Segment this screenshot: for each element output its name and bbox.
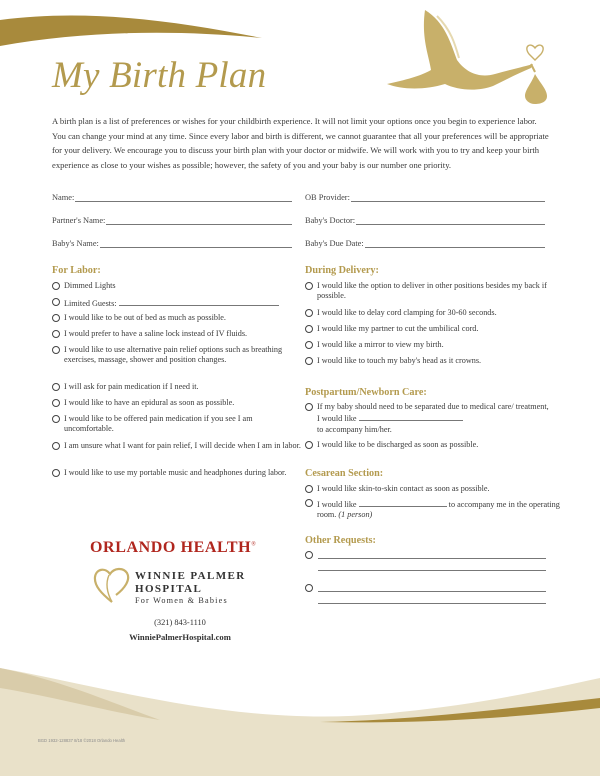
radio-circle-icon bbox=[305, 309, 313, 317]
postpartum-heading: Postpartum/Newborn Care: bbox=[305, 387, 427, 398]
orlando-health-logo: ORLANDO HEALTH® bbox=[90, 539, 257, 556]
postpartum-option-accompany-baby[interactable]: If my baby should need to be separated due to medical care/ treatment, I would like to accompany him/her. bbox=[305, 402, 552, 435]
radio-circle-icon bbox=[52, 346, 60, 354]
other-request-1[interactable] bbox=[305, 550, 557, 570]
heart-ribbon-logo-icon bbox=[92, 564, 132, 606]
labor-option-epidural[interactable]: I would like to have an epidural as soon as possible. bbox=[52, 398, 304, 408]
phone-number: (321) 843-1110 bbox=[154, 618, 206, 627]
radio-circle-icon bbox=[305, 551, 313, 559]
radio-circle-icon bbox=[52, 442, 60, 450]
name-label: Name: bbox=[52, 193, 75, 202]
website-link[interactable]: WinniePalmerHospital.com bbox=[129, 632, 231, 642]
other-request-2-line-2[interactable] bbox=[318, 603, 546, 604]
other-request-1-line-1[interactable] bbox=[318, 558, 546, 559]
baby-name-field[interactable] bbox=[52, 239, 292, 248]
winnie-palmer-logo-text: WINNIE PALMER HOSPITAL bbox=[135, 570, 246, 595]
winnie-palmer-tagline: For Women & Babies bbox=[135, 596, 228, 605]
labor-option-out-of-bed[interactable]: I would like to be out of bed as much as possible. bbox=[52, 313, 304, 323]
radio-circle-icon bbox=[305, 485, 313, 493]
ob-provider-field[interactable] bbox=[305, 193, 545, 202]
radio-circle-icon bbox=[305, 441, 313, 449]
baby-due-date-field[interactable] bbox=[305, 239, 545, 248]
radio-circle-icon bbox=[52, 383, 60, 391]
radio-circle-icon bbox=[305, 325, 313, 333]
radio-circle-icon bbox=[52, 330, 60, 338]
baby-doctor-label: Baby's Doctor: bbox=[305, 216, 356, 225]
footer-code: BGD 1932-128837 8/18 ©2018 Orlando Health bbox=[38, 738, 126, 743]
delivery-option-touch-head[interactable]: I would like to touch my baby's head as it crowns. bbox=[305, 356, 562, 366]
labor-option-limited-guests[interactable]: Limited Guests: bbox=[52, 297, 304, 309]
baby-doctor-field[interactable] bbox=[305, 216, 545, 225]
partner-name-label: Partner's Name: bbox=[52, 216, 106, 225]
radio-circle-icon bbox=[52, 314, 60, 322]
labor-option-portable-music[interactable]: I would like to use my portable music and headphones during labor. bbox=[52, 468, 299, 478]
labor-option-unsure[interactable]: I am unsure what I want for pain relief, I will decide when I am in labor. bbox=[52, 441, 309, 451]
radio-circle-icon bbox=[52, 282, 60, 290]
radio-circle-icon bbox=[305, 584, 313, 592]
name-field[interactable] bbox=[52, 193, 292, 202]
partner-name-field[interactable] bbox=[52, 216, 292, 225]
radio-circle-icon bbox=[52, 298, 60, 306]
radio-circle-icon bbox=[305, 357, 313, 365]
cesarean-option-accompany[interactable]: I would like to accompany me in the operating room. (1 person) bbox=[305, 498, 562, 521]
postpartum-option-discharge[interactable]: I would like to be discharged as soon as possible. bbox=[305, 440, 562, 450]
labor-option-offered-medication[interactable]: I would like to be offered pain medication if you see I am uncomfortable. bbox=[52, 414, 284, 435]
other-requests-heading: Other Requests: bbox=[305, 535, 376, 546]
stork-illustration-icon bbox=[385, 4, 555, 104]
cesarean-heading: Cesarean Section: bbox=[305, 468, 384, 479]
ob-provider-label: OB Provider: bbox=[305, 193, 350, 202]
other-request-1-line-2[interactable] bbox=[318, 570, 546, 571]
radio-circle-icon bbox=[305, 499, 313, 507]
baby-due-date-label: Baby's Due Date: bbox=[305, 239, 364, 248]
delivery-option-partner-cut-cord[interactable]: I would like my partner to cut the umbilical cord. bbox=[305, 324, 562, 334]
delivery-option-mirror[interactable]: I would like a mirror to view my birth. bbox=[305, 340, 562, 350]
baby-name-label: Baby's Name: bbox=[52, 239, 99, 248]
labor-option-saline-lock[interactable]: I would prefer to have a saline lock instead of IV fluids. bbox=[52, 329, 309, 339]
intro-paragraph: A birth plan is a list of preferences or wishes for your childbirth experience. It will not limit your options once you begin to experience labor. You can change your mind at any time. Since every labor and birth is different, we cannot guarantee that all your preferences will be appropriate for your delivery. We encourage you to discuss your birth plan with your doctor or midwife. We will work with you to try and keep your birth experience as close to your wishes as possible; however, the safety of you and your baby is our number one priority. bbox=[52, 116, 549, 170]
delivery-option-delay-clamping[interactable]: I would like to delay cord clamping for 30-60 seconds. bbox=[305, 308, 562, 318]
cesarean-option-skin-to-skin[interactable]: I would like skin-to-skin contact as soon as possible. bbox=[305, 484, 562, 494]
radio-circle-icon bbox=[52, 399, 60, 407]
labor-option-dimmed-lights[interactable]: Dimmed Lights bbox=[52, 281, 304, 291]
delivery-heading: During Delivery: bbox=[305, 265, 379, 276]
bottom-swoosh bbox=[0, 650, 600, 776]
labor-heading: For Labor: bbox=[52, 265, 101, 276]
other-request-2-line-1[interactable] bbox=[318, 591, 546, 592]
page-title: My Birth Plan bbox=[52, 55, 267, 96]
labor-option-ask-medication[interactable]: I will ask for pain medication if I need it. bbox=[52, 382, 304, 392]
radio-circle-icon bbox=[305, 341, 313, 349]
radio-circle-icon bbox=[305, 282, 313, 290]
radio-circle-icon bbox=[52, 415, 60, 423]
labor-option-alternative-relief[interactable]: I would like to use alternative pain relief options such as breathing exercises, massage, shower and position changes. bbox=[52, 345, 294, 366]
other-request-2[interactable] bbox=[305, 583, 557, 603]
radio-circle-icon bbox=[305, 403, 313, 411]
delivery-option-positions[interactable]: I would like the option to deliver in other positions besides my back if possible. bbox=[305, 281, 549, 302]
radio-circle-icon bbox=[52, 469, 60, 477]
